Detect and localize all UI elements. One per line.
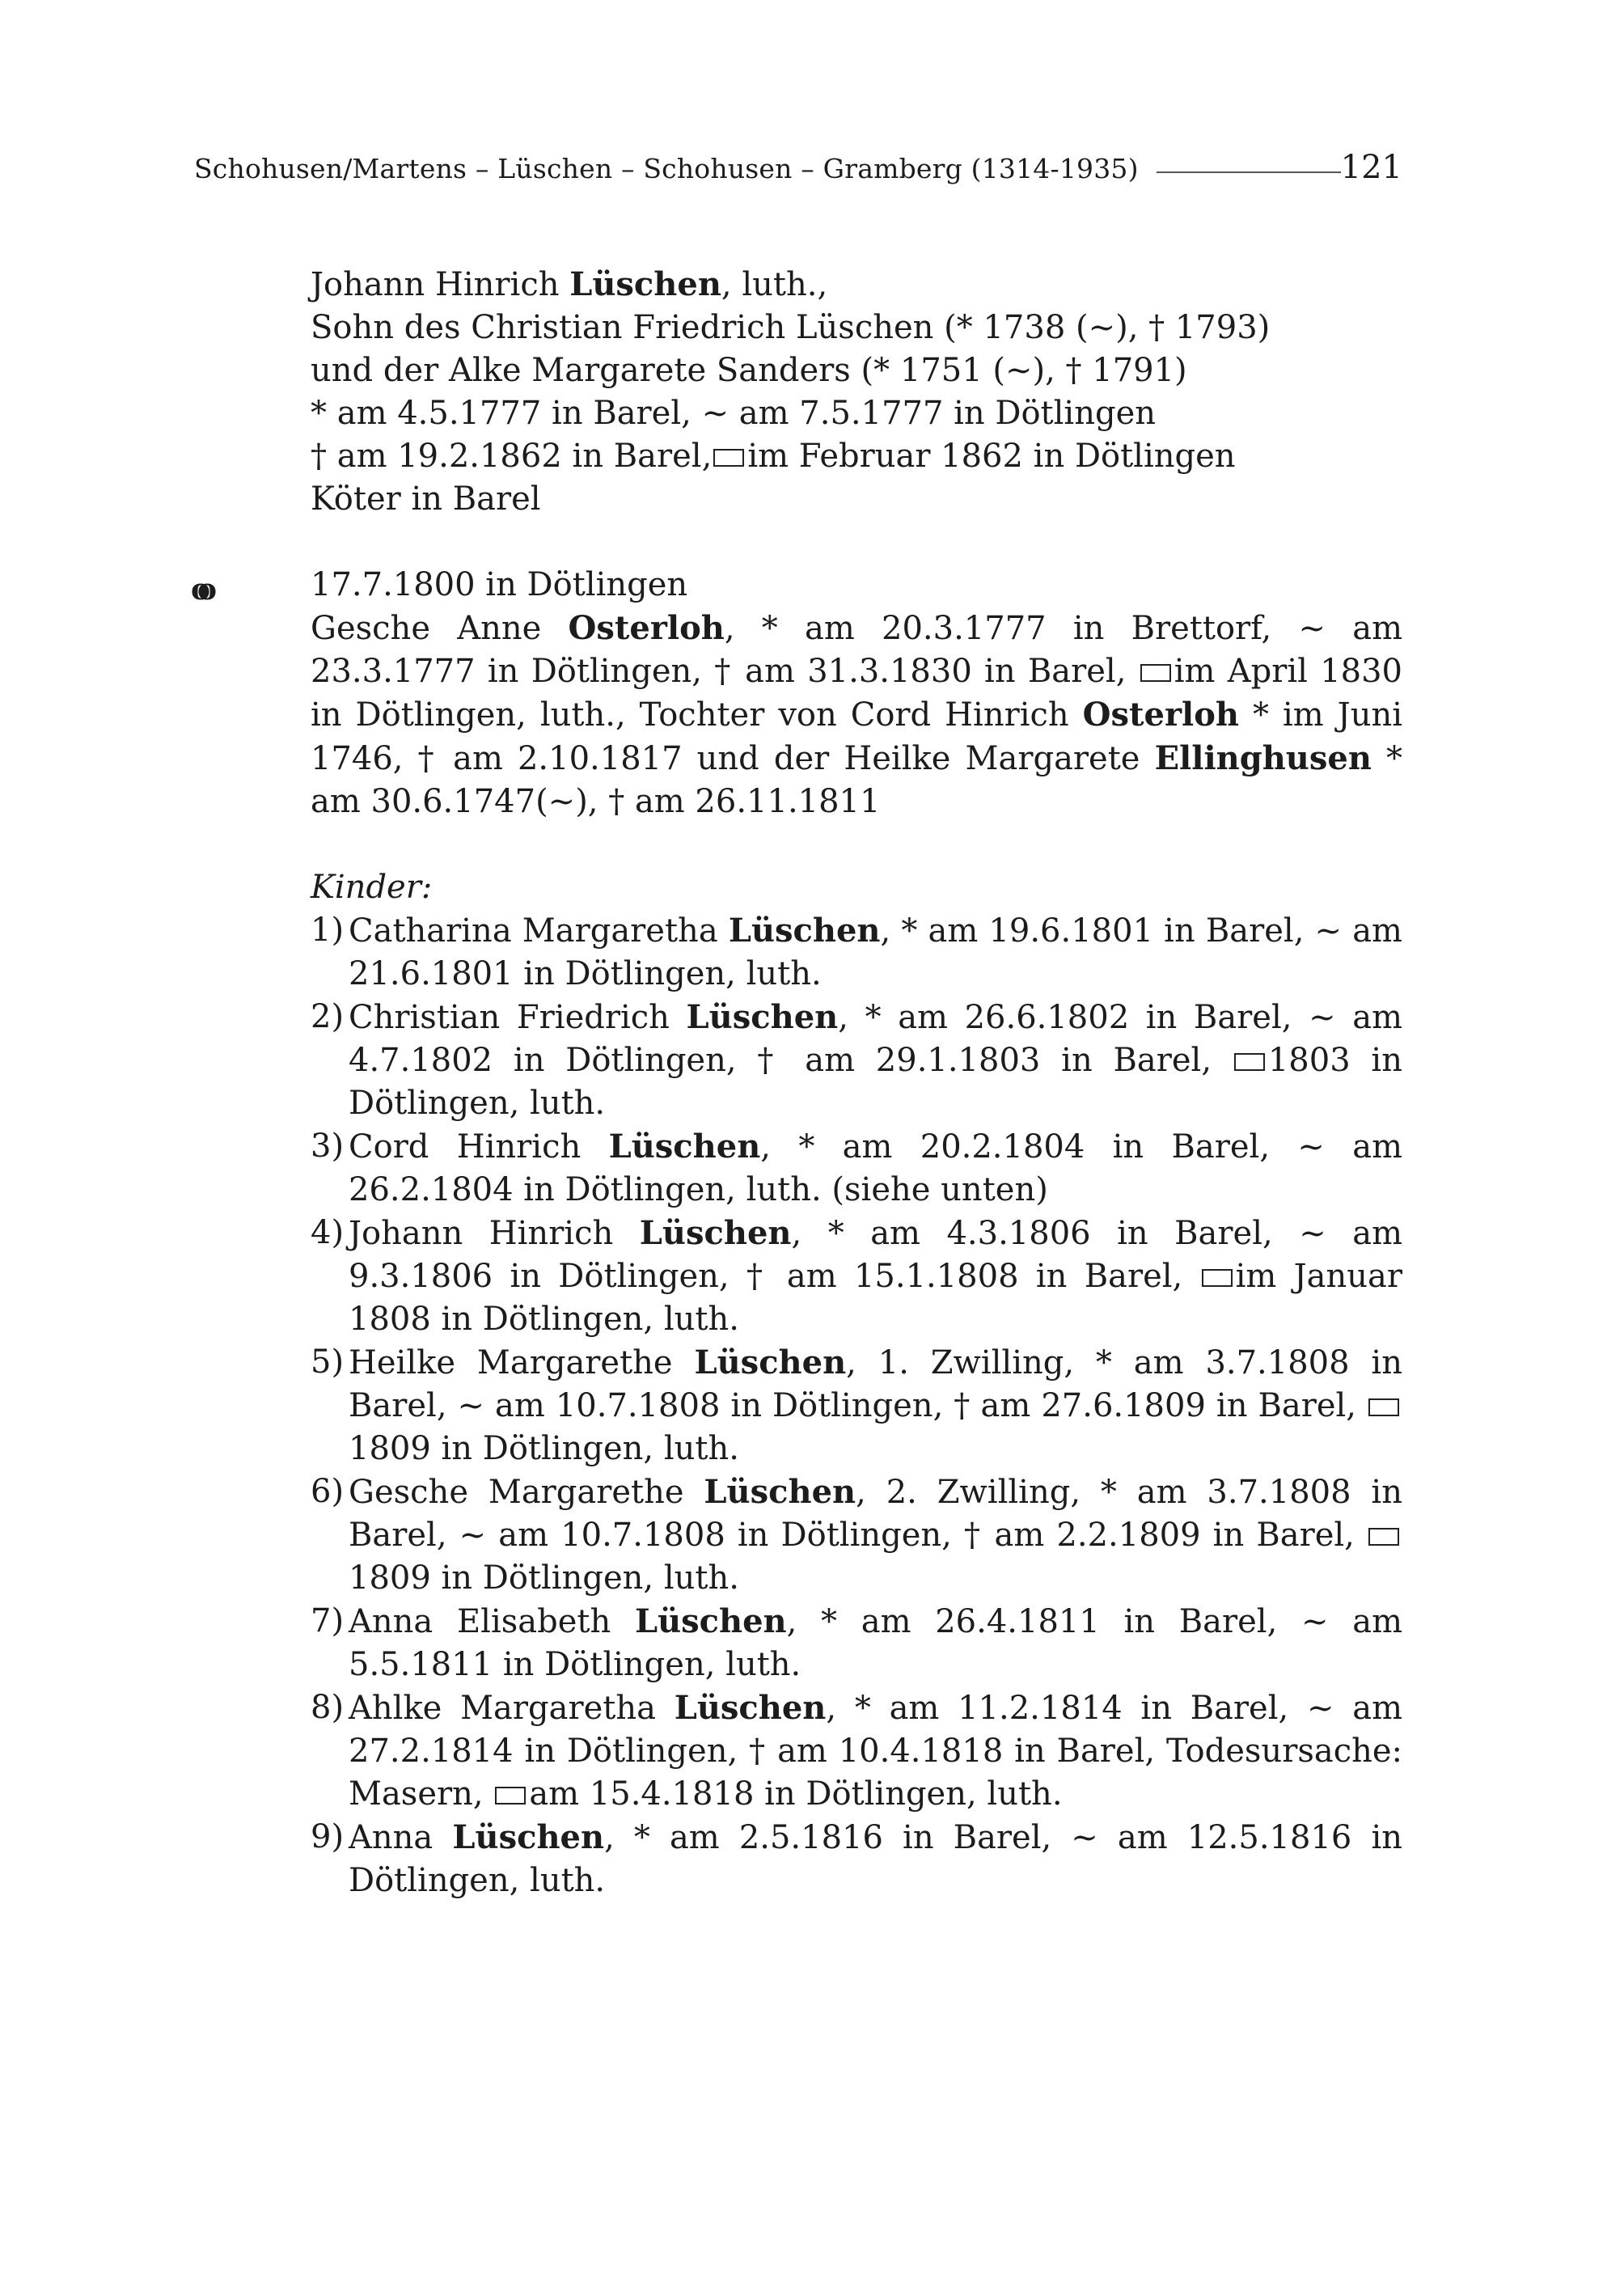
running-header [194,149,1402,189]
child-description [349,1686,1402,1816]
entry-text: , * am 26.6.1802 in Barel, ~ am 4.7.1802 in Dötlingen, † am 29.1.1803 in Barel, [349,999,1402,1079]
child-description [349,1600,1402,1686]
child-entry [311,1341,1402,1470]
child-description [349,1125,1402,1212]
entry-text: , * am 26.4.1811 in Barel, ~ am 5.5.1811 in Dötlingen, luth. [349,1603,1402,1683]
spouse-description [311,607,1402,823]
burial-icon [713,449,744,467]
person-name-line [311,263,1402,307]
parents-line-1: Sohn des Christian Friedrich Lüschen (* 1738 (~), † 1793) [311,309,1271,346]
parents-line-2: und der Alke Margarete Sanders (* 1751 (~), † 1791) [311,352,1187,389]
entry-text: Gesche Anne [311,610,569,647]
page-number: 121 [1340,149,1402,186]
entry-text: * am 30.6.1747(~), † am 26.11.1811 [311,740,1403,820]
entry-text: Cord Hinrich [349,1128,609,1166]
marriage-block [191,564,1403,823]
entry-text: , * am 11.2.1814 in Barel, ~ am 27.2.1814 in Dötlingen, † am 10.4.1818 in Barel, Todesursache: Masern, [349,1690,1402,1813]
entry-text: , * am 4.3.1806 in Barel, ~ am 9.3.1806 in Dötlingen, † am 15.1.1808 in Barel, [349,1215,1403,1295]
entry-text: 1809 in Dötlingen, luth. [349,1559,739,1597]
child-number: 8) [311,1689,345,1726]
entry-text: Heilke Margarethe [349,1344,695,1381]
child-entry [311,1212,1402,1341]
marriage-date: 17.7.1800 in Dötlingen [311,566,688,603]
surname: Lüschen [452,1818,605,1856]
genealogy-entry [191,263,1403,1902]
surname: Osterloh [1082,696,1239,734]
surname: Lüschen [686,998,839,1036]
child-number: 6) [311,1473,345,1510]
entry-text: Christian Friedrich [349,999,687,1036]
child-description [349,1212,1402,1341]
person-first-names: Johann Hinrich [311,266,570,303]
child-entry [311,1470,1402,1600]
child-entry [311,909,1402,996]
surname: Ellinghusen [1154,739,1372,777]
child-entry [311,1600,1402,1686]
marriage-icon: oo [191,573,205,607]
entry-text: im Januar 1808 in Dötlingen, luth. [349,1258,1402,1338]
occupation-line: Köter in Barel [311,480,541,518]
header-rule [1157,171,1341,173]
child-number: 3) [311,1128,345,1165]
entry-text: Catharina Margaretha [349,912,729,950]
child-description [349,1816,1402,1902]
running-header-title: Schohusen/Martens – Lüschen – Schohusen – Gramberg (1314-1935) [194,153,1139,184]
entry-text: , * am 2.5.1816 in Barel, ~ am 12.5.1816 in Dötlingen, luth. [349,1819,1402,1899]
child-number: 1) [311,912,345,949]
entry-text: Ahlke Margaretha [349,1690,675,1727]
entry-text: 1803 in Dötlingen, luth. [349,1042,1402,1122]
entry-text: Anna [349,1819,453,1856]
surname: Lüschen [674,1689,827,1727]
entry-text: am 15.4.1818 in Dötlingen, luth. [529,1775,1063,1813]
surname: Lüschen [639,1214,792,1252]
entry-text: im April 1830 in Dötlingen, luth., Tochter von Cord Hinrich [311,653,1402,734]
death-text: † am 19.2.1862 in Barel, [311,438,713,475]
person-surname: Lüschen [569,265,721,303]
children-heading: Kinder: [311,869,433,906]
surname: Lüschen [608,1128,761,1166]
burial-icon [1234,1053,1265,1071]
burial-icon [1368,1528,1399,1546]
entry-text: , * am 20.2.1804 in Barel, ~ am 26.2.1804 in Dötlingen, luth. (siehe unten) [349,1128,1402,1208]
entry-text: 1809 in Dötlingen, luth. [349,1430,739,1467]
entry-text: * im Juni 1746, † am 2.10.1817 und der Heilke Margarete [311,696,1403,777]
entry-text: Gesche Margarethe [349,1474,704,1511]
person-name-suffix: , luth., [721,266,828,303]
surname: Lüschen [694,1343,847,1381]
child-entry [311,1686,1402,1816]
child-entry [311,1125,1402,1212]
entry-text: Anna Elisabeth [349,1603,635,1640]
entry-text: , 1. Zwilling, * am 3.7.1808 in Barel, ~ am 10.7.1808 in Dötlingen, † am 27.6.1809 in Barel, [349,1344,1402,1424]
child-description [349,1470,1402,1600]
child-entry [311,996,1402,1125]
surname: Lüschen [728,912,881,950]
child-entry [311,1816,1402,1902]
burial-text: im Februar 1862 in Dötlingen [747,438,1236,475]
burial-icon [1140,664,1171,682]
surname: Lüschen [634,1602,787,1640]
child-number: 7) [311,1602,345,1640]
child-number: 5) [311,1343,345,1381]
surname: Lüschen [704,1473,856,1511]
children-list [311,909,1402,1902]
child-number: 4) [311,1214,345,1251]
child-number: 2) [311,998,345,1035]
child-description [349,1341,1402,1470]
entry-text: Johann Hinrich [349,1215,640,1252]
surname: Osterloh [568,609,725,647]
entry-text: , 2. Zwilling, * am 3.7.1808 in Barel, ~ am 10.7.1808 in Dötlingen, † am 2.2.1809 in Barel, [349,1474,1402,1554]
child-number: 9) [311,1818,345,1855]
burial-icon [495,1787,526,1805]
entry-text: , * am 19.6.1801 in Barel, ~ am 21.6.1801 in Dötlingen, luth. [349,912,1402,992]
burial-icon [1368,1398,1399,1416]
burial-icon [1202,1269,1233,1287]
death-line [311,435,1402,478]
entry-text: , * am 20.3.1777 in Brettorf, ~ am 23.3.1777 in Dötlingen, † am 31.3.1830 in Barel, [311,610,1402,690]
birth-line: * am 4.5.1777 in Barel, ~ am 7.5.1777 in Dötlingen [311,395,1157,432]
child-description [349,909,1402,996]
child-description [349,996,1402,1125]
